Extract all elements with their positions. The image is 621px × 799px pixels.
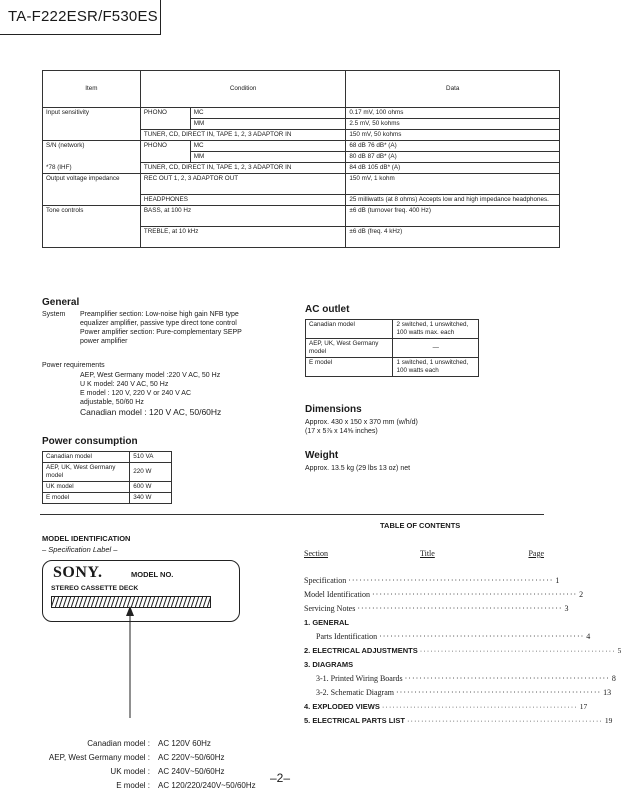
- power-consumption-table: [42, 451, 172, 504]
- model-label: E model :: [116, 781, 150, 790]
- spec-cond: PHONO: [140, 108, 190, 130]
- table-row: [43, 141, 560, 152]
- toc-entry-page: 17: [579, 702, 588, 711]
- weight-title: Weight: [305, 450, 339, 461]
- page-number: –2–: [270, 771, 291, 785]
- toc-list: [304, 576, 621, 786]
- ac-model: E model: [306, 358, 393, 377]
- spec-data: 68 dB 76 dB* (A): [346, 141, 560, 152]
- toc-leader: ························································: [357, 604, 563, 613]
- toc-entry-page: 19: [604, 716, 613, 725]
- sony-logo: SONY.: [53, 564, 103, 581]
- system-line: Power amplifier section: Pure-complementary SEPP: [80, 329, 242, 336]
- table-row: [43, 482, 172, 493]
- ac-value: 2 switched, 1 unswitched, 100 watts max. each: [393, 320, 479, 339]
- power-consumption-title: Power consumption: [42, 436, 138, 447]
- spec-data: 0.17 mV, 100 ohms: [346, 108, 560, 119]
- toc-entry[interactable]: [304, 702, 588, 713]
- weight-line1: Approx. 13.5 kg (29 lbs 13 oz) net: [305, 465, 411, 472]
- model-title: TA-F222ESR/F530ES: [8, 8, 158, 25]
- system-label: System: [42, 311, 66, 318]
- ac-outlet-title: AC outlet: [305, 304, 350, 315]
- dimensions-title: Dimensions: [305, 404, 362, 415]
- toc-entry-label: Model Identification: [304, 590, 370, 599]
- spec-cond: TREBLE, at 10 kHz: [140, 227, 346, 248]
- power-req-line: AEP, West Germany model :220 V AC, 50 Hz: [80, 372, 221, 379]
- spec-table: [42, 70, 560, 248]
- spec-item: S/N (network): [43, 141, 141, 163]
- spec-header-row: [43, 71, 560, 108]
- spec-item: Input sensitivity: [43, 108, 141, 141]
- toc-entry[interactable]: [304, 576, 560, 587]
- spec-label-box: [42, 560, 240, 622]
- ac-model: Canadian model: [306, 320, 393, 339]
- toc-entry[interactable]: [316, 674, 616, 685]
- spec-subcond: MM: [190, 152, 346, 163]
- spec-cond: TUNER, CD, DIRECT IN, TAPE 1, 2, 3 ADAPTOR IN: [140, 130, 346, 141]
- toc-entry[interactable]: [304, 618, 544, 629]
- spec-data: 2.5 mV, 50 kohms: [346, 119, 560, 130]
- table-row: [306, 320, 479, 339]
- model-label: AEP, West Germany model :: [48, 753, 150, 762]
- table-row: [43, 163, 560, 174]
- table-row: [306, 358, 479, 377]
- table-row: [43, 493, 172, 504]
- toc-entry-page: 5: [617, 646, 621, 655]
- product-name: STEREO CASSETTE DECK: [51, 585, 139, 592]
- pc-value: 600 W: [130, 482, 172, 493]
- table-row: [306, 339, 479, 358]
- toc-leader: ························································: [381, 702, 578, 711]
- toc-entry-label: 3-1. Printed Wiring Boards: [316, 674, 403, 683]
- model-labels: [40, 737, 150, 793]
- pointer-arrow-icon: [125, 606, 135, 718]
- toc-entry-label: Parts Identification: [316, 632, 378, 641]
- spec-header-data: Data: [346, 71, 560, 108]
- toc-title: TABLE OF CONTENTS: [380, 521, 461, 530]
- model-no-label: MODEL NO.: [131, 570, 174, 579]
- spec-data: ±6 dB (turnover freq. 400 Hz): [346, 206, 560, 227]
- toc-leader: ························································: [406, 716, 603, 725]
- model-value: AC 120V 60Hz: [158, 739, 211, 748]
- spec-subcond: MC: [190, 141, 346, 152]
- toc-entry-page: 4: [586, 632, 591, 641]
- pc-value: 510 VA: [130, 452, 172, 463]
- model-label: UK model :: [110, 767, 150, 776]
- toc-col-page: Page: [528, 549, 544, 558]
- toc-leader: ························································: [404, 674, 610, 683]
- section-divider: [40, 514, 544, 515]
- header-box: [0, 0, 161, 35]
- spec-cond: TUNER, CD, DIRECT IN, TAPE 1, 2, 3 ADAPTOR IN: [140, 163, 346, 174]
- spec-cond: PHONO: [140, 141, 190, 163]
- table-row: [43, 174, 560, 195]
- toc-entry-label: 3. DIAGRAMS: [304, 660, 354, 669]
- system-text: [80, 310, 280, 346]
- toc-col-title: Title: [420, 549, 435, 558]
- model-label: Canadian model :: [87, 739, 150, 748]
- general-title: General: [42, 297, 80, 308]
- spec-header-item: Item: [43, 71, 141, 108]
- toc-entry[interactable]: [304, 604, 569, 615]
- spec-item: *78 (IHF): [43, 163, 141, 174]
- dimensions-line2: (17 x 5⅞ x 14⅝ inches): [305, 428, 378, 435]
- spec-subcond: MM: [190, 119, 346, 130]
- toc-col-section: Section: [304, 549, 328, 558]
- toc-entry-label: 5. ELECTRICAL PARTS LIST: [304, 716, 405, 725]
- spec-header-condition: Condition: [140, 71, 346, 108]
- spec-item: Output voltage impedance: [43, 174, 141, 206]
- toc-leader: ························································: [419, 646, 616, 655]
- ac-outlet-table: [305, 319, 479, 377]
- toc-entry-label: Specification: [304, 576, 347, 585]
- spec-subcond: MC: [190, 108, 346, 119]
- toc-entry[interactable]: [304, 590, 584, 601]
- power-req-label: Power requirements: [42, 362, 105, 369]
- toc-entry-label: Servicing Notes: [304, 604, 356, 613]
- ac-value: —: [393, 339, 479, 358]
- toc-header: [304, 549, 544, 561]
- power-req-line: Canadian model : 120 V AC, 50/60Hz: [80, 407, 222, 417]
- toc-entry-page: 3: [564, 604, 569, 613]
- pc-model: Canadian model: [43, 452, 130, 463]
- model-id-title: MODEL IDENTIFICATION: [42, 534, 131, 543]
- spec-data: 80 dB 87 dB* (A): [346, 152, 560, 163]
- dimensions-line1: Approx. 430 x 150 x 370 mm (w/h/d): [305, 419, 418, 426]
- toc-entry-page: 13: [603, 688, 612, 697]
- toc-entry[interactable]: [304, 646, 621, 657]
- toc-entry-label: 1. GENERAL: [304, 618, 350, 627]
- system-line: power amplifier: [80, 338, 128, 345]
- toc-leader: ························································: [395, 688, 602, 697]
- ac-value: 1 switched, 1 unswitched, 100 watts each: [393, 358, 479, 377]
- table-row: [43, 108, 560, 119]
- toc-entry[interactable]: [316, 688, 612, 699]
- spec-cond: BASS, at 100 Hz: [140, 206, 346, 227]
- toc-entry[interactable]: [304, 716, 613, 727]
- toc-entry-page: 1: [555, 576, 560, 585]
- system-line: equalizer amplifier, passive type direct tone control: [80, 320, 237, 327]
- spec-cond: HEADPHONES: [140, 195, 346, 206]
- spec-data: 25 milliwatts (at 8 ohms) Accepts low and high impedance headphones.: [346, 195, 560, 206]
- ac-model: AEP, UK, West Germany model: [306, 339, 393, 358]
- model-id-subtitle: – Specification Label –: [42, 545, 118, 554]
- table-row: [43, 463, 172, 482]
- toc-entry-label: 3-2. Schematic Diagram: [316, 688, 394, 697]
- toc-entry-page: 2: [579, 590, 584, 599]
- model-value: AC 240V~50/60Hz: [158, 767, 225, 776]
- toc-entry-label: 2. ELECTRICAL ADJUSTMENTS: [304, 646, 418, 655]
- toc-entry[interactable]: [316, 632, 591, 643]
- toc-leader: ························································: [348, 576, 554, 585]
- model-value: AC 120/220/240V~50/60Hz: [158, 781, 256, 790]
- table-row: [43, 452, 172, 463]
- pc-model: UK model: [43, 482, 130, 493]
- spec-cond: REC OUT 1, 2, 3 ADAPTOR OUT: [140, 174, 346, 195]
- power-req-text: [80, 371, 290, 418]
- toc-leader: ························································: [371, 590, 578, 599]
- spec-data: ±6 dB (freq. 4 kHz): [346, 227, 560, 248]
- spec-data: 150 mV, 1 kohm: [346, 174, 560, 195]
- toc-entry[interactable]: [304, 660, 544, 671]
- pc-value: 340 W: [130, 493, 172, 504]
- spec-item: Tone controls: [43, 206, 141, 248]
- power-req-line: adjustable, 50/60 Hz: [80, 399, 144, 406]
- table-row: [43, 206, 560, 227]
- pc-value: 220 W: [130, 463, 172, 482]
- power-req-line: E model : 120 V, 220 V or 240 V AC: [80, 390, 192, 397]
- toc-leader: ························································: [379, 632, 585, 641]
- toc-entry-label: 4. EXPLODED VIEWS: [304, 702, 380, 711]
- spec-data: 150 mV, 50 kohms: [346, 130, 560, 141]
- pc-model: AEP, UK, West Germany model: [43, 463, 130, 482]
- power-req-line: U K model: 240 V AC, 50 Hz: [80, 381, 169, 388]
- toc-entry-page: 8: [611, 674, 616, 683]
- spec-data: 84 dB 105 dB* (A): [346, 163, 560, 174]
- system-line: Preamplifier section: Low-noise high gain NFB type: [80, 311, 239, 318]
- model-value: AC 220V~50/60Hz: [158, 753, 225, 762]
- pc-model: E model: [43, 493, 130, 504]
